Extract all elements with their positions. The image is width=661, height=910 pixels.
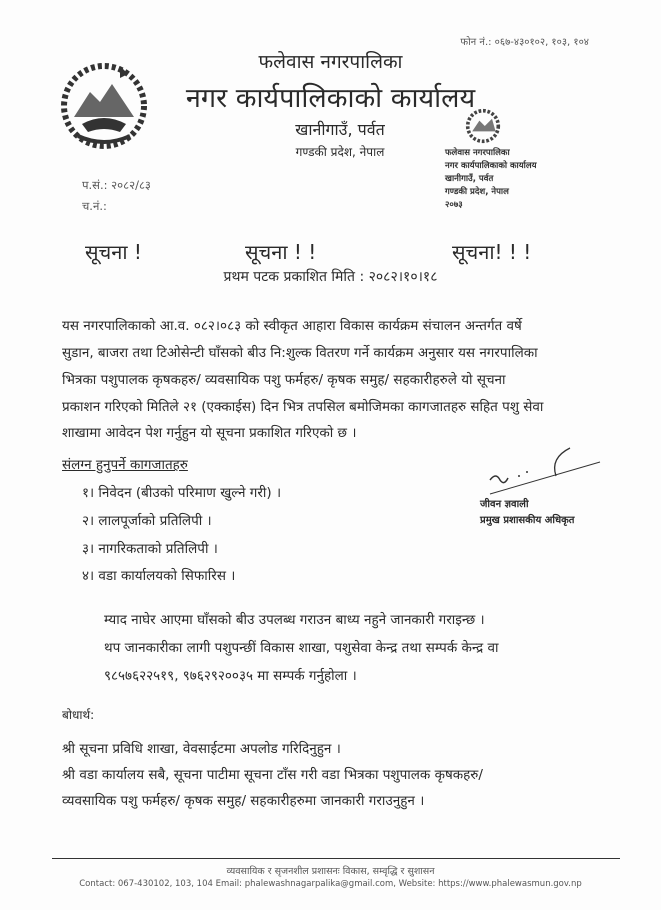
handwritten-signature-icon	[470, 446, 610, 496]
signature-block	[470, 420, 640, 530]
cc-line: श्री वडा कार्यालय सबै, सूचना पाटीमा सूचना टाँस गरी वडा भित्रका पशुपालक कृषकहरु/	[62, 767, 483, 783]
cc-line: श्री सूचना प्रविधि शाखा, वेवसाईटमा अपलोड गरिदिनुहुन ।	[62, 741, 341, 757]
seal-text: २०७३	[445, 200, 463, 210]
footer-divider	[52, 858, 620, 859]
office-name: नगर कार्यपालिकाको कार्यालय	[185, 83, 476, 114]
dispatch-number: च.नं.:	[82, 199, 107, 213]
document-item: ३। नागरिकताको प्रतिलिपी ।	[82, 541, 218, 557]
office-seal-stamp	[445, 108, 595, 218]
footer-slogan: व्यवसायिक र सृजनशील प्रशासनः विकास, सम्वृद्धि र सुशासन	[226, 866, 435, 877]
notice-heading: सूचना! ! !	[452, 240, 532, 264]
seal-text: गण्डकी प्रदेश, नेपाल	[445, 187, 509, 197]
document-item: ४। वडा कार्यालयको सिफारिस ।	[82, 568, 236, 584]
reference-number: प.सं.: २०८२/८३	[82, 178, 151, 192]
seal-text: फलेवास नगरपालिका	[445, 148, 510, 158]
body-line: भित्रका पशुपालक कृषकहरु/ व्यवसायिक पशु फर्महरु/ कृषक समुह/ सहकारीहरुले यो सूचना	[62, 372, 506, 388]
cc-line: व्यवसायिक पशु फर्महरु/ कृषक समुह/ सहकारीहरुमा जानकारी गराउनुहुन ।	[62, 793, 425, 809]
signatory-title: प्रमुख प्रशासकीय अधिकृत	[480, 515, 575, 526]
phone-number: फोन नं.: ०६७-४३०१०२, १०३, १०४	[460, 37, 589, 48]
documents-heading: संलग्न हुनुपर्ने कागजातहरु	[62, 457, 188, 473]
municipality-name: फलेवास नगरपालिका	[258, 51, 403, 73]
notice-heading: सूचना ! !	[245, 240, 317, 264]
signatory-name: जीवन ज्ञवाली	[480, 499, 529, 510]
body-line: प्रकाशन गरिएको मितिले २१ (एक्काईस) दिन भित्र तपसिल बमोजिमका कागजातहरु सहित पशु सेवा	[62, 399, 544, 415]
note-line: म्याद नाघेर आएमा घाँसको बीउ उपलब्ध गराउन बाध्य नहुने जानकारी गराइन्छ ।	[104, 612, 485, 628]
seal-text: नगर कार्यपालिकाको कार्यालय	[445, 161, 537, 171]
document-item: १। निवेदन (बीउको परिमाण खुल्ने गरी) ।	[82, 485, 282, 501]
cc-heading: बोधार्थ:	[62, 708, 95, 722]
notice-heading: सूचना !	[85, 240, 142, 264]
published-date: प्रथम पटक प्रकाशित मिति : २०८२।१०।१८	[223, 269, 438, 285]
body-line: सुडान, बाजरा तथा टिओसेन्टी घाँसको बीउ नि:शुल्क वितरण गर्ने कार्यक्रम अनुसार यस नगरपालिका	[62, 345, 538, 361]
seal-emblem-icon	[465, 108, 501, 144]
body-line: यस नगरपालिकाको आ.व. ०८२।०८३ को स्वीकृत आहारा विकास कार्यक्रम संचालन अन्तर्गत वर्षे	[62, 318, 522, 334]
document-item: २। लालपूर्जाको प्रतिलिपी ।	[82, 513, 212, 529]
note-line: थप जानकारीका लागी पशुपन्छीं विकास शाखा, पशुसेवा केन्द्र तथा सम्पर्क केन्द्र वा	[104, 640, 499, 656]
province: गण्डकी प्रदेश, नेपाल	[295, 145, 385, 159]
note-line: ९८५७६२२५१९, ९७६२९२००३५ मा सम्पर्क गर्नुहोला ।	[104, 668, 357, 684]
footer-contact: Contact: 067-430102, 103, 104 Email: phalewashnagarpalika@gmail.com, Website: https://www.phalewasmun.gov.np	[79, 879, 582, 889]
body-line: शाखामा आवेदन पेश गर्नुहुन यो सूचना प्रकाशित गरिएको छ ।	[62, 425, 357, 441]
seal-text: खानीगाउँ, पर्वत	[445, 174, 494, 184]
office-location: खानीगाउँ, पर्वत	[295, 120, 385, 139]
